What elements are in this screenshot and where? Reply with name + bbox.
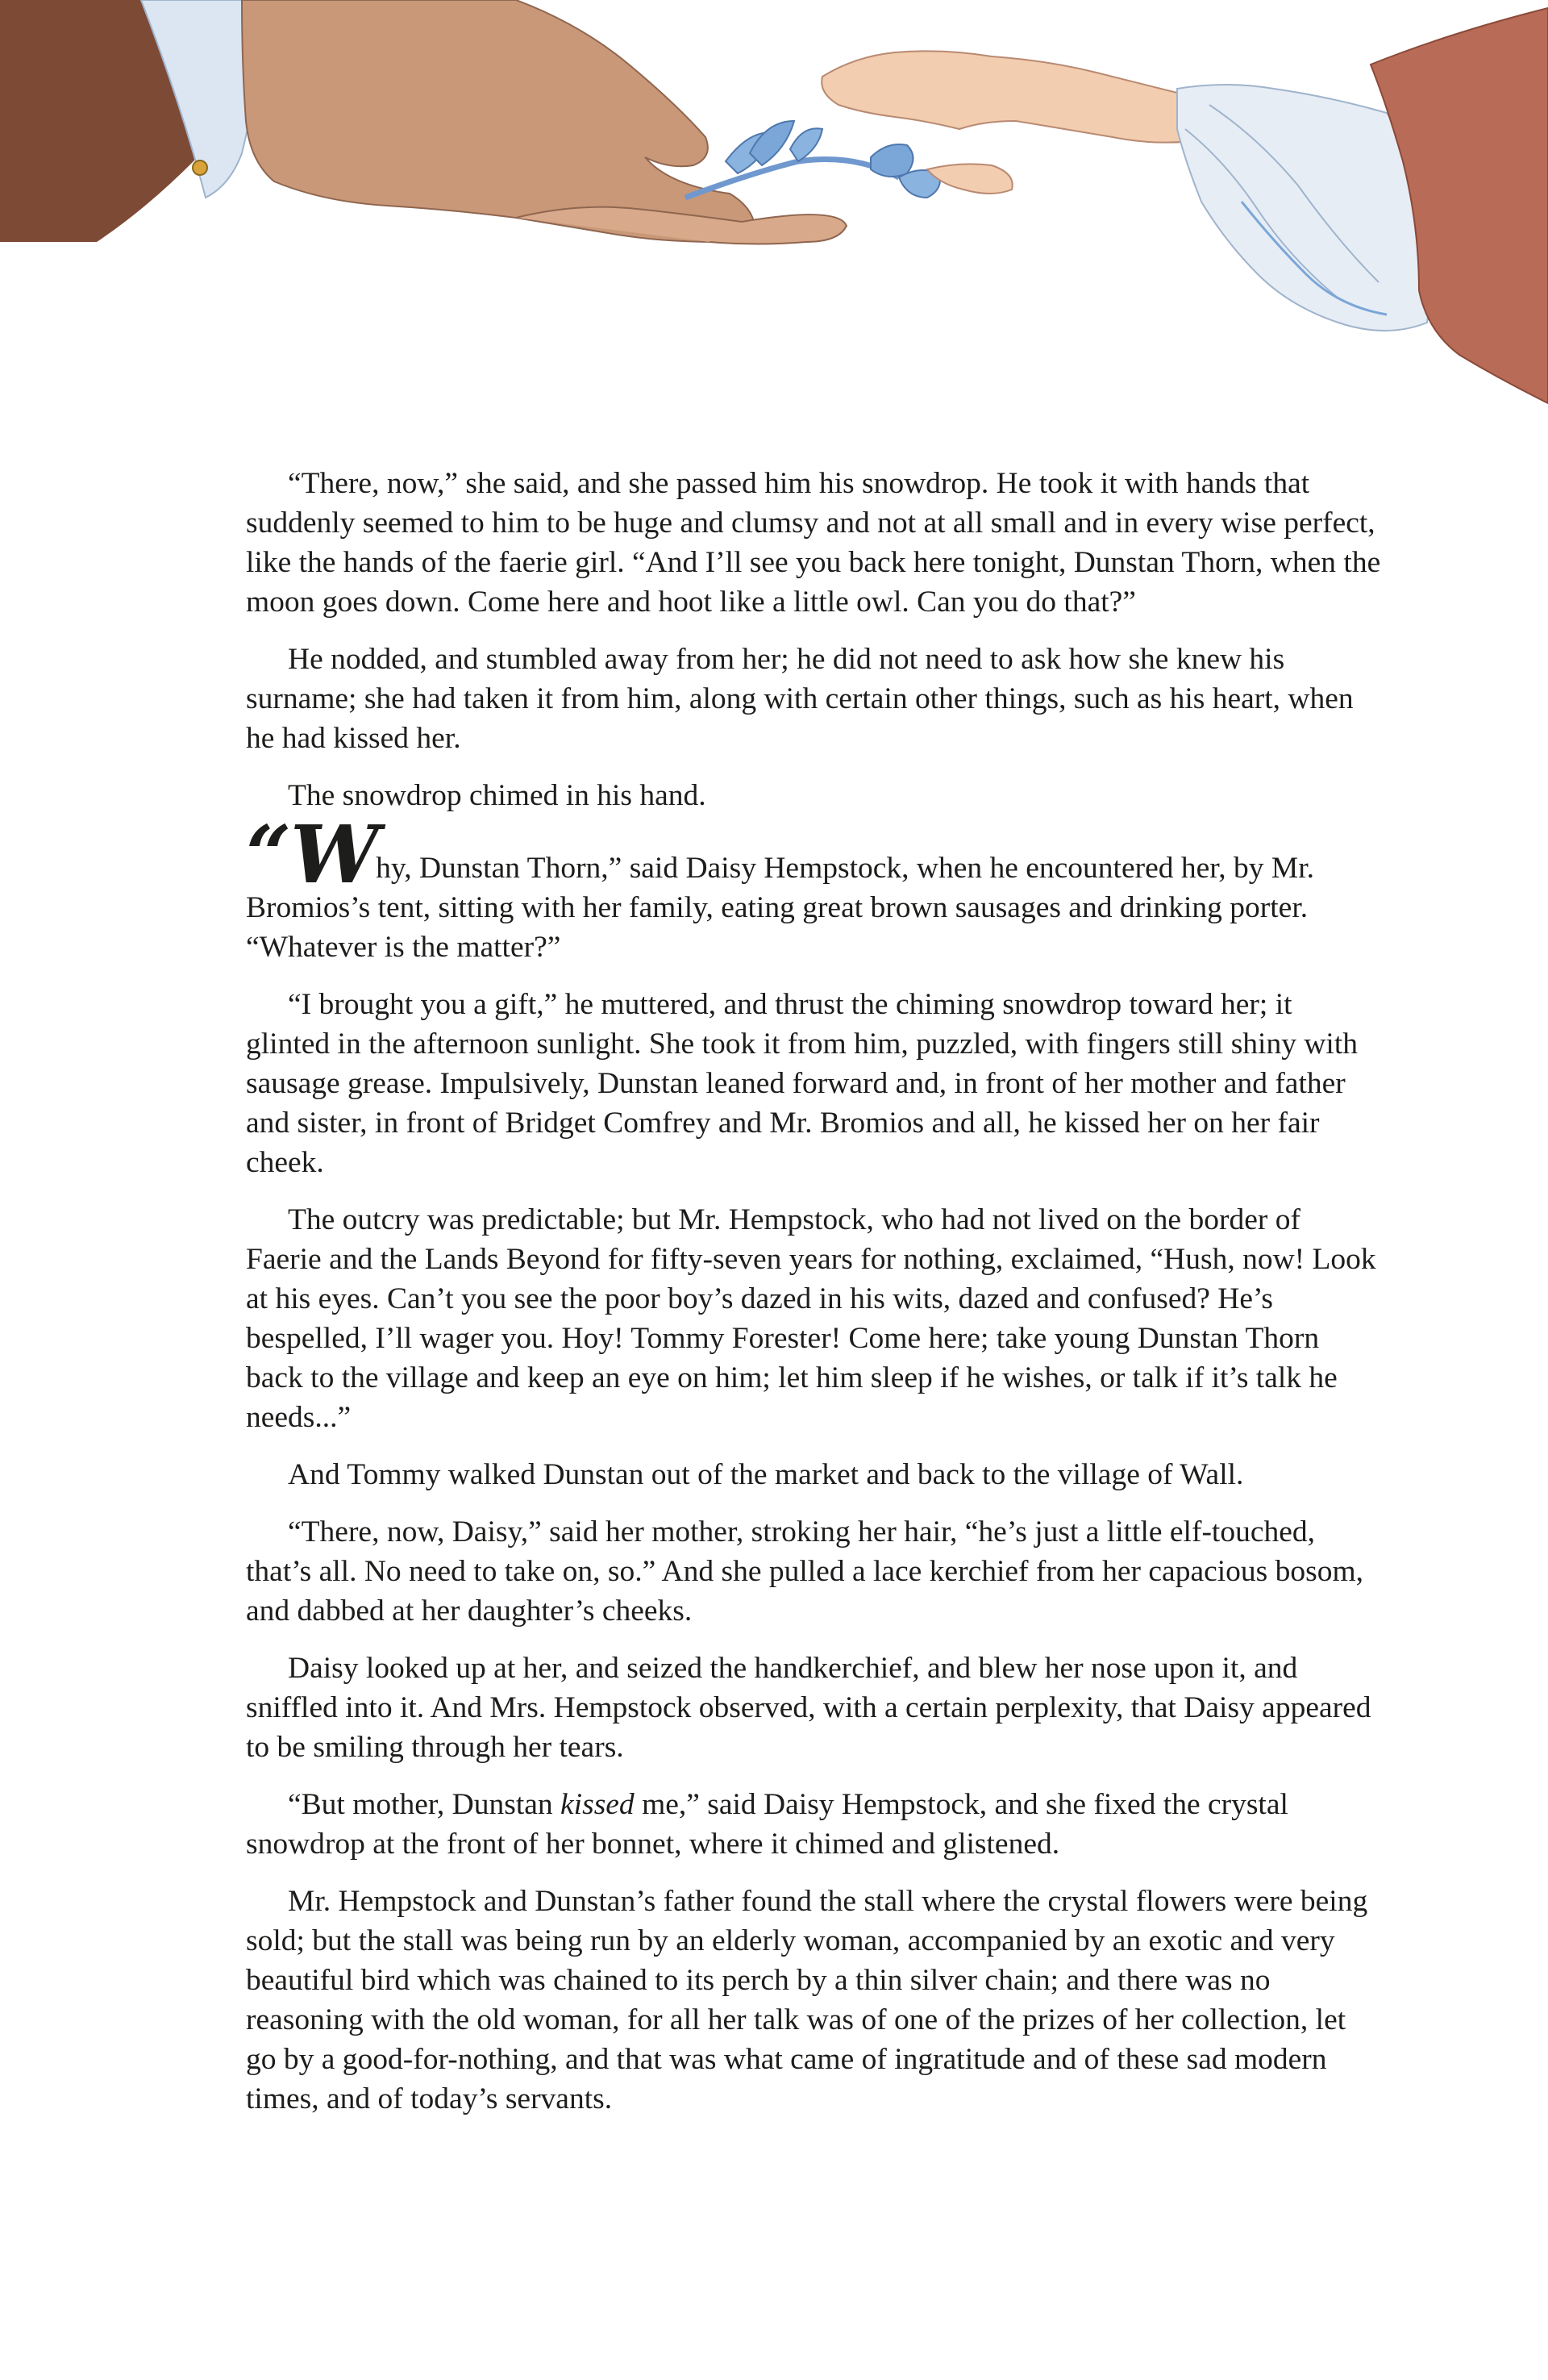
paragraph: And Tommy walked Dunstan out of the market and back to the village of Wall.: [288, 1458, 1244, 1491]
dropcap-paragraph-text: hy, Dunstan Thorn,” said Daisy Hempstock, when he encountered her, by Mr. Bromios’s tent, sitting with her family, eating great brown sausages and drinking porter. “Whatever is the matter?”: [246, 852, 1315, 964]
dropcap-paragraph: [246, 809, 1383, 967]
snowdrop-flower: [685, 121, 940, 198]
paragraph: Mr. Hempstock and Dunstan’s father found the stall where the crystal flowers were being sold; but the stall was being run by an elderly woman, accompanied by an exotic and very beautiful bird which was chained to its perch by a thin silver chain; and there was no reasoning with the old woman, for all her talk was of one of the prizes of her collection, let go by a good-for-nothing, and that was what came of ingratitude and of these sad modern times, and of today’s servants.: [246, 1885, 1368, 2115]
left-hand: [0, 0, 847, 244]
paragraph: He nodded, and stumbled away from her; he did not need to ask how she knew his surname; she had taken it from him, along with certain other things, such as his heart, when he had kissed her.: [246, 643, 1354, 755]
kissed-emphasis: kissed: [560, 1788, 635, 1821]
body-text: [246, 464, 1383, 2136]
kissed-before: “But mother, Dunstan: [288, 1788, 561, 1821]
paragraph: Daisy looked up at her, and seized the handkerchief, and blew her nose upon it, and sniffled into it. And Mrs. Hempstock observed, with a certain perplexity, that Daisy appeared to be smiling through her tears.: [246, 1652, 1371, 1764]
kissed-paragraph: [246, 1785, 1383, 1864]
paragraph: “There, now,” she said, and she passed him his snowdrop. He took it with hands that suddenly seemed to him to be huge and clumsy and not at all small and in every wise perfect, like the hands of the faerie girl. “And I’ll see you back here tonight, Dunstan Thorn, when the moon goes down. Come here and hoot like a little owl. Can you do that?”: [246, 467, 1381, 619]
paragraph: “There, now, Daisy,” said her mother, stroking her hair, “he’s just a little elf-touched, that’s all. No need to take on, so.” And she pulled a lace kerchief from her capacious bosom, and dabbed at her daughter’s cheeks.: [246, 1515, 1364, 1628]
hands-snowdrop-illustration: [0, 0, 1548, 468]
paragraph: The snowdrop chimed in his hand.: [288, 779, 706, 812]
right-hand: [822, 8, 1548, 403]
paragraph: The outcry was predictable; but Mr. Hempstock, who had not lived on the border of Faerie and the Lands Beyond for fifty-seven years for nothing, exclaimed, “Hush, now! Look at his eyes. Can’t you see the poor boy’s dazed in his wits, dazed and confused? He’s bespelled, I’ll wager you. Hoy! Tommy Forester! Come here; take young Dunstan Thorn back to the village and keep an eye on him; let him sleep if he wishes, or talk if it’s talk he needs...”: [246, 1203, 1376, 1434]
kissed-after: me,” said Daisy Hempstock, and she fixed the crystal snowdrop at the front of her bonnet, where it chimed and glistened.: [246, 1788, 1288, 1861]
dropcap-letter: “W: [246, 809, 377, 902]
paragraph: “I brought you a gift,” he muttered, and thrust the chiming snowdrop toward her; it glinted in the afternoon sunlight. She took it from him, puzzled, with fingers still shiny with sausage grease. Impulsively, Dunstan leaned forward and, in front of her mother and father and sister, in front of Bridget Comfrey and Mr. Bromios and all, he kissed her on her fair cheek.: [246, 988, 1359, 1179]
